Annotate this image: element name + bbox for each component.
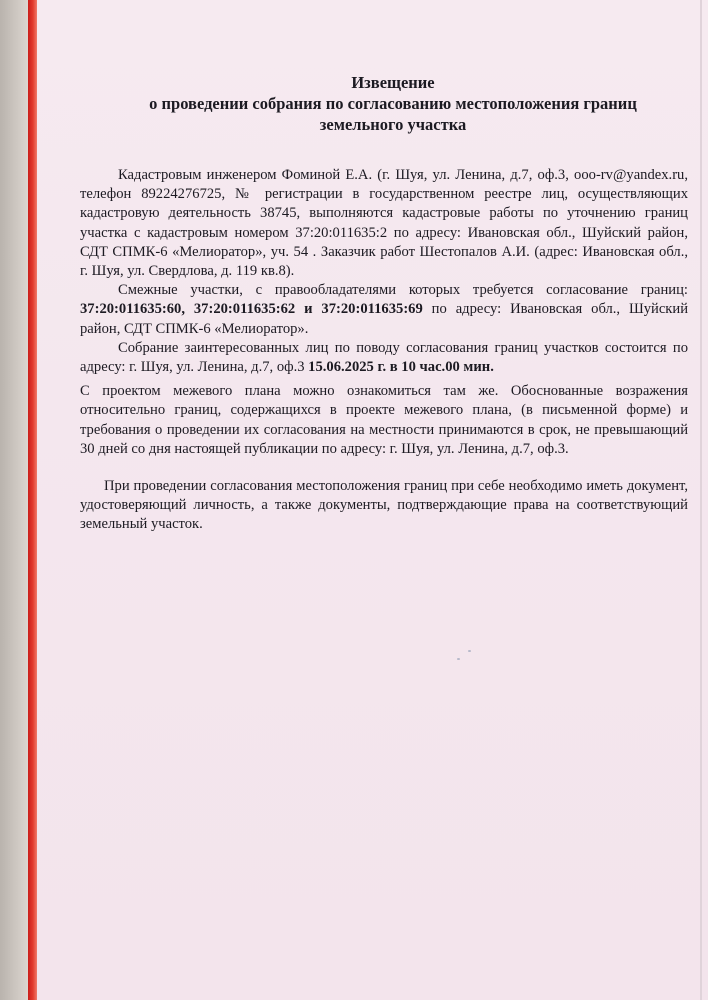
notice-document xyxy=(80,72,688,535)
adjacent-plots-address: по адресу: Ивановская обл., Шуйский район, СДТ СПМК-6 «Мелиоратор». xyxy=(80,301,689,337)
title-line-2: о проведении собрания по согласованию местоположения границ xyxy=(149,94,637,113)
paragraph-cadastral-works: Кадастровым инженером Фоминой Е.А. (г. Шуя, ул. Ленина, д.7, оф.3, ooo-rv@yandex.ru, телефон 89224276725, № регистрации в государственном реестре лиц, осуществляющих кадастровую деятельность 38745, выполняются кадастровые работы по уточнению границ участка с кадастровым номером 37:20:011635:2 по адресу: Ивановская обл., Шуйский район, СДТ СПМК-6 «Мелиоратор», уч. 54 . Заказчик работ Шестопалов А.И. (адрес: Ивановская обл., г. Шуя, ул. Свердлова, д. 119 кв.8). xyxy=(80,167,688,280)
scan-speck xyxy=(468,650,471,652)
paper-edge xyxy=(700,0,702,1000)
adjacent-plots-intro: Смежные участки, с правообладателями которых требуется согласование границ: xyxy=(118,282,688,299)
adjacent-plots-numbers: 37:20:011635:60, 37:20:011635:62 и 37:20:011635:69 xyxy=(80,301,423,318)
paragraph-meeting xyxy=(80,339,688,377)
meeting-address: Собрание заинтересованных лиц по поводу согласования границ участков состоится по адресу: г. Шуя, ул. Ленина, д.7, оф.3 xyxy=(80,339,688,376)
paragraph-objections: С проектом межевого плана можно ознакомиться там же. Обоснованные возражения относительно границ, содержащихся в проекте межевого плана, (в письменной форме) и требования о проведении их согласования на местности принимаются в срок, не превышающий 30 дней со дня настоящей публикации по адресу: г. Шуя, ул. Ленина, д.7, оф.3. xyxy=(80,383,688,457)
title-line-1: Извещение xyxy=(351,73,435,92)
paragraph-documents: При проведении согласования местоположения границ при себе необходимо иметь документ, удостоверяющий личность, а также документы, подтверждающие права на соответствующий земельный участок. xyxy=(80,478,688,533)
red-margin-line xyxy=(28,0,37,1000)
title-line-3: земельного участка xyxy=(319,115,467,134)
notice-title xyxy=(98,72,688,135)
scan-speck xyxy=(457,658,460,660)
paragraph-adjacent-plots xyxy=(80,281,688,339)
meeting-datetime: 15.06.2025 г. в 10 час.00 мин. xyxy=(308,359,494,376)
